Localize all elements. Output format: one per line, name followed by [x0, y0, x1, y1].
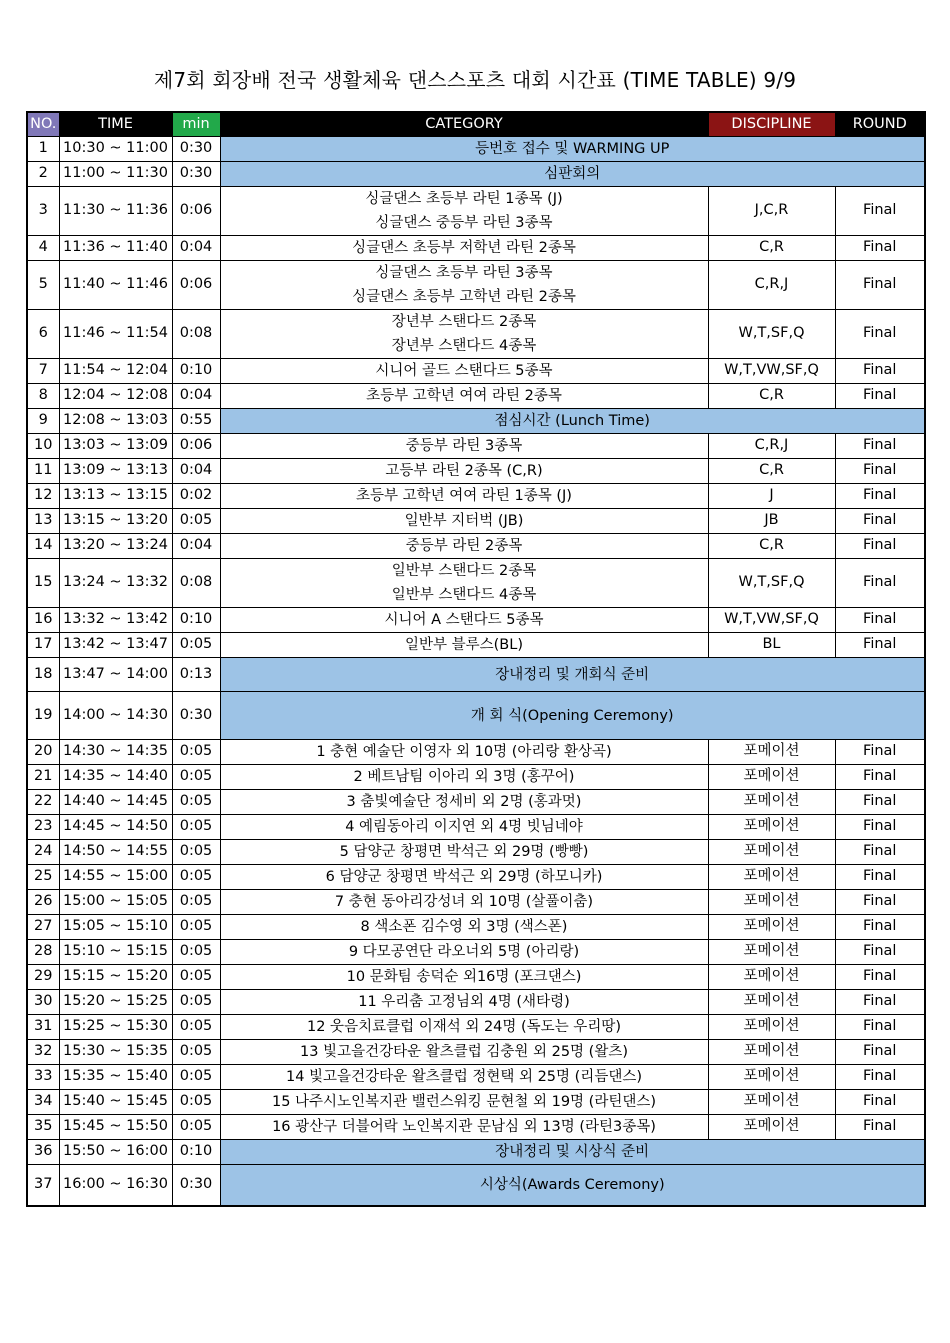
row-time: 14:00 ~ 14:30	[59, 692, 172, 740]
category-line: 10 문화팀 송덕순 외16명 (포크댄스)	[346, 969, 582, 985]
row-discipline: 포메이션	[708, 990, 835, 1015]
table-row	[27, 409, 925, 434]
category-line: 중등부 라틴 3종목	[405, 438, 523, 454]
row-min: 0:05	[172, 940, 220, 965]
row-category	[220, 990, 708, 1015]
table-row	[27, 790, 925, 815]
row-no: 19	[27, 692, 59, 740]
row-time: 13:42 ~ 13:47	[59, 633, 172, 658]
category-line: 장년부 스탠다드 4종목	[391, 338, 537, 354]
row-min: 0:55	[172, 409, 220, 434]
table-row	[27, 236, 925, 261]
table-row	[27, 137, 925, 162]
row-category	[220, 162, 925, 187]
category-line: 2 베트남팀 이아리 외 3명 (홍꾸어)	[353, 769, 575, 785]
row-discipline: C,R	[708, 384, 835, 409]
row-category	[220, 484, 708, 509]
category-line: 장내정리 및 시상식 준비	[495, 1144, 650, 1160]
row-no: 32	[27, 1040, 59, 1065]
row-round: Final	[835, 187, 925, 236]
row-round: Final	[835, 434, 925, 459]
category-line: 11 우리춤 고정님외 4명 (새타령)	[358, 994, 570, 1010]
category-line: 시니어 골드 스탠다드 5종목	[375, 363, 553, 379]
row-discipline: W,T,VW,SF,Q	[708, 359, 835, 384]
category-line: 일반부 블루스(BL)	[405, 637, 523, 653]
row-no: 12	[27, 484, 59, 509]
table-row	[27, 840, 925, 865]
row-no: 8	[27, 384, 59, 409]
row-time: 13:24 ~ 13:32	[59, 559, 172, 608]
table-row	[27, 384, 925, 409]
row-no: 26	[27, 890, 59, 915]
row-no: 29	[27, 965, 59, 990]
table-row	[27, 359, 925, 384]
row-time: 15:35 ~ 15:40	[59, 1065, 172, 1090]
row-round: Final	[835, 261, 925, 310]
table-row	[27, 187, 925, 236]
category-line: 5 담양군 창평면 박석근 외 29명 (빵빵)	[339, 844, 589, 860]
row-no: 27	[27, 915, 59, 940]
category-line: 12 웃음치료클럽 이재석 외 24명 (독도는 우리땅)	[307, 1019, 621, 1035]
row-round: Final	[835, 990, 925, 1015]
category-line: 9 다모공연단 라오너외 5명 (아리랑)	[348, 944, 580, 960]
row-min: 0:05	[172, 1090, 220, 1115]
table-row	[27, 940, 925, 965]
row-round: Final	[835, 534, 925, 559]
row-min: 0:05	[172, 765, 220, 790]
row-no: 11	[27, 459, 59, 484]
row-category	[220, 965, 708, 990]
row-round: Final	[835, 608, 925, 633]
row-discipline: C,R	[708, 534, 835, 559]
row-min: 0:04	[172, 534, 220, 559]
category-line: 15 나주시노인복지관 밸런스워킹 문현철 외 19명 (라틴댄스)	[271, 1094, 657, 1110]
table-row	[27, 608, 925, 633]
row-discipline: C,R,J	[708, 434, 835, 459]
row-time: 16:00 ~ 16:30	[59, 1165, 172, 1206]
category-line: 싱글댄스 중등부 라틴 3종목	[375, 215, 553, 231]
row-round: Final	[835, 559, 925, 608]
category-line: 3 춤빛예술단 정세비 외 2명 (홍과멋)	[346, 794, 582, 810]
row-category	[220, 940, 708, 965]
table-row	[27, 658, 925, 692]
row-category	[220, 384, 708, 409]
row-discipline: 포메이션	[708, 1115, 835, 1140]
row-no: 21	[27, 765, 59, 790]
row-category	[220, 840, 708, 865]
table-row	[27, 633, 925, 658]
row-no: 33	[27, 1065, 59, 1090]
page-title: 제7회 회장배 전국 생활체육 댄스스포츠 대회 시간표 (TIME TABLE) 9/9	[153, 68, 797, 92]
row-no: 25	[27, 865, 59, 890]
category-line: 4 예림동아리 이지연 외 4명 빗님네야	[345, 819, 583, 835]
table-row	[27, 1040, 925, 1065]
row-category	[220, 1165, 925, 1206]
row-no: 9	[27, 409, 59, 434]
row-time: 14:30 ~ 14:35	[59, 740, 172, 765]
row-time: 15:00 ~ 15:05	[59, 890, 172, 915]
row-no: 4	[27, 236, 59, 261]
row-category	[220, 509, 708, 534]
row-category	[220, 1065, 708, 1090]
table-row	[27, 310, 925, 359]
row-discipline: C,R	[708, 236, 835, 261]
row-round: Final	[835, 865, 925, 890]
header-row	[27, 112, 925, 137]
category-line: 초등부 고학년 여여 라틴 1종목 (J)	[356, 488, 572, 504]
header-category: CATEGORY	[220, 112, 708, 137]
category-line: 장년부 스탠다드 2종목	[391, 314, 537, 330]
table-row	[27, 1165, 925, 1206]
row-round: Final	[835, 940, 925, 965]
row-round: Final	[835, 965, 925, 990]
timetable	[26, 111, 926, 1207]
row-category	[220, 740, 708, 765]
category-line: 6 담양군 창평면 박석근 외 29명 (하모니카)	[325, 869, 603, 885]
row-category	[220, 608, 708, 633]
row-discipline: W,T,SF,Q	[708, 559, 835, 608]
row-time: 13:32 ~ 13:42	[59, 608, 172, 633]
row-no: 15	[27, 559, 59, 608]
row-min: 0:05	[172, 633, 220, 658]
category-line: 싱글댄스 초등부 라틴 3종목	[375, 265, 553, 281]
category-line: 중등부 라틴 2종목	[405, 538, 523, 554]
row-discipline: 포메이션	[708, 865, 835, 890]
row-discipline: J	[708, 484, 835, 509]
row-discipline: 포메이션	[708, 1040, 835, 1065]
row-time: 12:04 ~ 12:08	[59, 384, 172, 409]
category-line: 싱글댄스 초등부 고학년 라틴 2종목	[352, 289, 576, 305]
row-min: 0:05	[172, 509, 220, 534]
row-category	[220, 236, 708, 261]
row-no: 16	[27, 608, 59, 633]
row-discipline: 포메이션	[708, 765, 835, 790]
row-time: 14:55 ~ 15:00	[59, 865, 172, 890]
row-min: 0:05	[172, 840, 220, 865]
row-min: 0:30	[172, 137, 220, 162]
row-no: 23	[27, 815, 59, 840]
row-time: 15:05 ~ 15:10	[59, 915, 172, 940]
row-min: 0:30	[172, 692, 220, 740]
row-no: 22	[27, 790, 59, 815]
row-category	[220, 1115, 708, 1140]
row-discipline: W,T,SF,Q	[708, 310, 835, 359]
row-category	[220, 790, 708, 815]
row-min: 0:05	[172, 815, 220, 840]
row-category	[220, 409, 925, 434]
row-min: 0:08	[172, 559, 220, 608]
row-category	[220, 187, 708, 236]
row-no: 37	[27, 1165, 59, 1206]
category-line: 8 색소폰 김수영 외 3명 (색스폰)	[360, 919, 568, 935]
category-line: 14 빛고을건강타운 왈츠클럽 정현택 외 25명 (리듬댄스)	[285, 1069, 642, 1085]
category-line: 시상식(Awards Ceremony)	[479, 1176, 665, 1193]
table-row	[27, 534, 925, 559]
table-row	[27, 692, 925, 740]
row-category	[220, 890, 708, 915]
row-discipline: BL	[708, 633, 835, 658]
row-time: 14:45 ~ 14:50	[59, 815, 172, 840]
row-time: 13:09 ~ 13:13	[59, 459, 172, 484]
row-discipline: 포메이션	[708, 965, 835, 990]
row-time: 11:00 ~ 11:30	[59, 162, 172, 187]
row-time: 15:45 ~ 15:50	[59, 1115, 172, 1140]
row-time: 15:15 ~ 15:20	[59, 965, 172, 990]
row-round: Final	[835, 1115, 925, 1140]
category-line: 등번호 접수 및 WARMING UP	[475, 141, 670, 157]
row-no: 7	[27, 359, 59, 384]
row-discipline: J,C,R	[708, 187, 835, 236]
row-min: 0:04	[172, 384, 220, 409]
header-discipline: DISCIPLINE	[708, 112, 835, 137]
row-round: Final	[835, 1090, 925, 1115]
row-time: 14:35 ~ 14:40	[59, 765, 172, 790]
table-row	[27, 509, 925, 534]
row-time: 15:30 ~ 15:35	[59, 1040, 172, 1065]
category-line: 일반부 지터벅 (JB)	[404, 513, 524, 529]
row-category	[220, 534, 708, 559]
row-time: 13:13 ~ 13:15	[59, 484, 172, 509]
row-category	[220, 865, 708, 890]
category-line: 초등부 고학년 여여 라틴 2종목	[366, 388, 562, 404]
row-round: Final	[835, 359, 925, 384]
category-line: 7 충현 동아리강성녀 외 10명 (살풀이춤)	[334, 894, 594, 910]
row-category	[220, 692, 925, 740]
row-time: 14:40 ~ 14:45	[59, 790, 172, 815]
row-time: 15:50 ~ 16:00	[59, 1140, 172, 1165]
category-line: 일반부 스탠다드 4종목	[391, 587, 537, 603]
row-category	[220, 261, 708, 310]
row-category	[220, 559, 708, 608]
row-min: 0:30	[172, 162, 220, 187]
category-line: 1 충현 예술단 이영자 외 10명 (아리랑 환상곡)	[316, 744, 612, 760]
row-discipline: 포메이션	[708, 740, 835, 765]
row-min: 0:05	[172, 990, 220, 1015]
row-time: 11:54 ~ 12:04	[59, 359, 172, 384]
row-time: 10:30 ~ 11:00	[59, 137, 172, 162]
row-time: 15:10 ~ 15:15	[59, 940, 172, 965]
row-time: 11:30 ~ 11:36	[59, 187, 172, 236]
row-no: 18	[27, 658, 59, 692]
row-discipline: 포메이션	[708, 1065, 835, 1090]
row-min: 0:06	[172, 261, 220, 310]
row-no: 31	[27, 1015, 59, 1040]
row-time: 12:08 ~ 13:03	[59, 409, 172, 434]
category-line: 13 빛고을건강타운 왈츠클럽 김충원 외 25명 (왈츠)	[300, 1044, 628, 1060]
row-no: 34	[27, 1090, 59, 1115]
row-min: 0:04	[172, 459, 220, 484]
table-row	[27, 1065, 925, 1090]
row-min: 0:05	[172, 1065, 220, 1090]
row-discipline: W,T,VW,SF,Q	[708, 608, 835, 633]
row-category	[220, 915, 708, 940]
row-min: 0:05	[172, 915, 220, 940]
row-round: Final	[835, 815, 925, 840]
row-min: 0:30	[172, 1165, 220, 1206]
row-min: 0:05	[172, 965, 220, 990]
table-row	[27, 434, 925, 459]
table-row	[27, 459, 925, 484]
row-min: 0:08	[172, 310, 220, 359]
header-min: min	[172, 112, 220, 137]
table-row	[27, 261, 925, 310]
row-no: 30	[27, 990, 59, 1015]
category-line: 싱글댄스 초등부 라틴 1종목 (J)	[365, 191, 563, 207]
table-row	[27, 484, 925, 509]
table-row	[27, 765, 925, 790]
row-time: 11:40 ~ 11:46	[59, 261, 172, 310]
row-no: 24	[27, 840, 59, 865]
row-min: 0:10	[172, 359, 220, 384]
row-time: 15:25 ~ 15:30	[59, 1015, 172, 1040]
table-row	[27, 965, 925, 990]
row-round: Final	[835, 459, 925, 484]
table-row	[27, 740, 925, 765]
row-time: 11:46 ~ 11:54	[59, 310, 172, 359]
row-round: Final	[835, 790, 925, 815]
table-row	[27, 890, 925, 915]
row-category	[220, 658, 925, 692]
table-row	[27, 915, 925, 940]
row-category	[220, 765, 708, 790]
row-min: 0:05	[172, 1040, 220, 1065]
header-no: NO.	[27, 112, 59, 137]
category-line: 시니어 A 스탠다드 5종목	[384, 612, 544, 628]
category-line: 일반부 스탠다드 2종목	[391, 563, 537, 579]
row-time: 13:15 ~ 13:20	[59, 509, 172, 534]
category-line: 심판회의	[544, 166, 601, 182]
header-round: ROUND	[835, 112, 925, 137]
table-row	[27, 990, 925, 1015]
row-time: 13:03 ~ 13:09	[59, 434, 172, 459]
row-category	[220, 1090, 708, 1115]
row-round: Final	[835, 840, 925, 865]
row-round: Final	[835, 1065, 925, 1090]
row-time: 13:47 ~ 14:00	[59, 658, 172, 692]
row-category	[220, 359, 708, 384]
row-no: 14	[27, 534, 59, 559]
row-category	[220, 815, 708, 840]
row-round: Final	[835, 236, 925, 261]
row-min: 0:10	[172, 1140, 220, 1165]
row-min: 0:05	[172, 865, 220, 890]
row-discipline: 포메이션	[708, 1090, 835, 1115]
category-line: 개 회 식(Opening Ceremony)	[470, 707, 674, 724]
row-no: 13	[27, 509, 59, 534]
category-line: 점심시간 (Lunch Time)	[494, 413, 650, 429]
row-no: 1	[27, 137, 59, 162]
row-discipline: C,R	[708, 459, 835, 484]
row-no: 6	[27, 310, 59, 359]
row-discipline: 포메이션	[708, 890, 835, 915]
row-min: 0:05	[172, 1115, 220, 1140]
row-category	[220, 137, 925, 162]
row-category	[220, 1015, 708, 1040]
row-round: Final	[835, 1040, 925, 1065]
row-round: Final	[835, 1015, 925, 1040]
header-time: TIME	[59, 112, 172, 137]
row-no: 35	[27, 1115, 59, 1140]
row-time: 14:50 ~ 14:55	[59, 840, 172, 865]
row-no: 5	[27, 261, 59, 310]
row-category	[220, 310, 708, 359]
category-line: 고등부 라틴 2종목 (C,R)	[385, 463, 543, 479]
row-min: 0:04	[172, 236, 220, 261]
row-min: 0:13	[172, 658, 220, 692]
table-row	[27, 559, 925, 608]
table-row	[27, 162, 925, 187]
row-min: 0:10	[172, 608, 220, 633]
row-round: Final	[835, 509, 925, 534]
row-category	[220, 633, 708, 658]
row-discipline: 포메이션	[708, 815, 835, 840]
table-row	[27, 815, 925, 840]
row-no: 10	[27, 434, 59, 459]
category-line: 장내정리 및 개회식 준비	[495, 666, 650, 683]
row-min: 0:02	[172, 484, 220, 509]
row-discipline: JB	[708, 509, 835, 534]
row-category	[220, 459, 708, 484]
row-min: 0:05	[172, 890, 220, 915]
table-row	[27, 1115, 925, 1140]
row-time: 13:20 ~ 13:24	[59, 534, 172, 559]
row-discipline: 포메이션	[708, 790, 835, 815]
row-discipline: 포메이션	[708, 915, 835, 940]
row-discipline: 포메이션	[708, 940, 835, 965]
row-no: 3	[27, 187, 59, 236]
row-round: Final	[835, 915, 925, 940]
row-time: 15:40 ~ 15:45	[59, 1090, 172, 1115]
row-round: Final	[835, 484, 925, 509]
row-round: Final	[835, 740, 925, 765]
row-round: Final	[835, 890, 925, 915]
row-round: Final	[835, 310, 925, 359]
row-round: Final	[835, 765, 925, 790]
table-row	[27, 1015, 925, 1040]
timetable-body	[27, 137, 925, 1206]
row-no: 36	[27, 1140, 59, 1165]
table-row	[27, 1140, 925, 1165]
row-round: Final	[835, 384, 925, 409]
table-row	[27, 1090, 925, 1115]
row-no: 17	[27, 633, 59, 658]
row-category	[220, 1040, 708, 1065]
row-min: 0:05	[172, 1015, 220, 1040]
row-discipline: 포메이션	[708, 1015, 835, 1040]
row-category	[220, 434, 708, 459]
row-min: 0:05	[172, 790, 220, 815]
row-min: 0:05	[172, 740, 220, 765]
row-time: 11:36 ~ 11:40	[59, 236, 172, 261]
row-discipline: 포메이션	[708, 840, 835, 865]
row-min: 0:06	[172, 187, 220, 236]
row-no: 20	[27, 740, 59, 765]
category-line: 싱글댄스 초등부 저학년 라틴 2종목	[352, 240, 576, 256]
row-discipline: C,R,J	[708, 261, 835, 310]
row-time: 15:20 ~ 15:25	[59, 990, 172, 1015]
row-min: 0:06	[172, 434, 220, 459]
row-no: 2	[27, 162, 59, 187]
row-category	[220, 1140, 925, 1165]
category-line: 16 광산구 더블어락 노인복지관 문남심 외 13명 (라틴3종목)	[272, 1119, 656, 1135]
row-round: Final	[835, 633, 925, 658]
row-no: 28	[27, 940, 59, 965]
table-row	[27, 865, 925, 890]
